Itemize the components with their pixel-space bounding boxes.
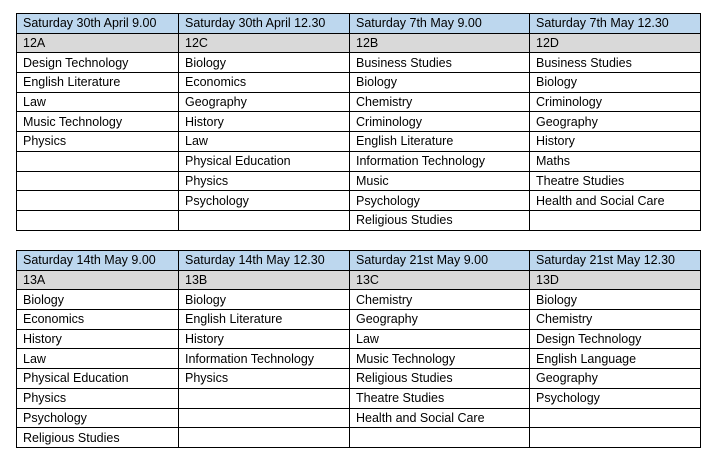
session-date-cell: Saturday 7th May 9.00	[350, 14, 530, 34]
group-header-row	[17, 270, 701, 290]
subject-cell	[179, 210, 350, 230]
subject-cell	[17, 171, 179, 191]
session-date-cell: Saturday 14th May 9.00	[17, 251, 179, 271]
table-row	[17, 310, 701, 330]
exam-group-cell: 13D	[530, 270, 701, 290]
table-row	[17, 191, 701, 211]
subject-cell: Criminology	[350, 112, 530, 132]
subject-cell: Chemistry	[530, 310, 701, 330]
subject-cell: Law	[17, 349, 179, 369]
subject-cell: Health and Social Care	[350, 408, 530, 428]
table-row	[17, 151, 701, 171]
subject-cell: Information Technology	[350, 151, 530, 171]
table-row	[17, 329, 701, 349]
subject-cell: Economics	[179, 73, 350, 93]
subject-cell	[350, 428, 530, 448]
subject-cell: Physical Education	[179, 151, 350, 171]
subject-cell	[530, 210, 701, 230]
subject-cell: English Literature	[179, 310, 350, 330]
session-date-cell: Saturday 14th May 12.30	[179, 251, 350, 271]
subject-cell	[530, 408, 701, 428]
exam-schedule-table-year-13	[16, 250, 701, 448]
subject-cell: Theatre Studies	[350, 388, 530, 408]
subject-cell: English Literature	[350, 132, 530, 152]
subject-cell: Design Technology	[17, 53, 179, 73]
date-header-row	[17, 14, 701, 34]
subject-cell	[17, 151, 179, 171]
table-row	[17, 53, 701, 73]
session-date-cell: Saturday 30th April 9.00	[17, 14, 179, 34]
subject-cell	[530, 428, 701, 448]
table-row	[17, 388, 701, 408]
subject-cell: Criminology	[530, 92, 701, 112]
table-row	[17, 132, 701, 152]
subject-cell: Biology	[350, 73, 530, 93]
subject-cell: Law	[179, 132, 350, 152]
subject-cell: Biology	[530, 73, 701, 93]
table-row	[17, 408, 701, 428]
subject-cell: Business Studies	[350, 53, 530, 73]
session-date-cell: Saturday 7th May 12.30	[530, 14, 701, 34]
subject-cell: English Language	[530, 349, 701, 369]
subject-cell: Geography	[530, 112, 701, 132]
subject-cell: Geography	[530, 369, 701, 389]
table-row	[17, 210, 701, 230]
subject-cell: Chemistry	[350, 290, 530, 310]
subject-cell: History	[179, 329, 350, 349]
subject-cell: Health and Social Care	[530, 191, 701, 211]
subject-cell: Physics	[179, 171, 350, 191]
session-date-cell: Saturday 30th April 12.30	[179, 14, 350, 34]
subject-cell: Geography	[350, 310, 530, 330]
subject-cell: Biology	[179, 290, 350, 310]
exam-group-cell: 13C	[350, 270, 530, 290]
table-row	[17, 428, 701, 448]
subject-cell: Law	[350, 329, 530, 349]
subject-cell: Physics	[17, 388, 179, 408]
subject-cell: History	[179, 112, 350, 132]
subject-cell: Psychology	[350, 191, 530, 211]
subject-cell	[179, 428, 350, 448]
subject-cell: Psychology	[179, 191, 350, 211]
subject-cell: Information Technology	[179, 349, 350, 369]
group-header-row	[17, 33, 701, 53]
subject-cell	[179, 408, 350, 428]
subject-cell	[179, 388, 350, 408]
subject-cell: Geography	[179, 92, 350, 112]
subject-cell	[17, 191, 179, 211]
exam-group-cell: 12C	[179, 33, 350, 53]
table-row	[17, 349, 701, 369]
subject-cell: Biology	[17, 290, 179, 310]
exam-group-cell: 13A	[17, 270, 179, 290]
subject-cell: Biology	[179, 53, 350, 73]
subject-cell: Psychology	[17, 408, 179, 428]
subject-cell: Music Technology	[350, 349, 530, 369]
table-row	[17, 112, 701, 132]
subject-cell: Theatre Studies	[530, 171, 701, 191]
subject-cell: Music	[350, 171, 530, 191]
subject-cell: History	[530, 132, 701, 152]
date-header-row	[17, 251, 701, 271]
subject-cell: Physics	[17, 132, 179, 152]
subject-cell: History	[17, 329, 179, 349]
session-date-cell: Saturday 21st May 9.00	[350, 251, 530, 271]
exam-group-cell: 12B	[350, 33, 530, 53]
subject-cell: Design Technology	[530, 329, 701, 349]
session-date-cell: Saturday 21st May 12.30	[530, 251, 701, 271]
table-row	[17, 73, 701, 93]
subject-cell: Physical Education	[17, 369, 179, 389]
subject-cell: Chemistry	[350, 92, 530, 112]
exam-group-cell: 12A	[17, 33, 179, 53]
exam-group-cell: 13B	[179, 270, 350, 290]
exam-schedule-table-year-12	[16, 13, 701, 231]
table-row	[17, 171, 701, 191]
subject-cell: Economics	[17, 310, 179, 330]
subject-cell: Music Technology	[17, 112, 179, 132]
subject-cell: English Literature	[17, 73, 179, 93]
subject-cell: Biology	[530, 290, 701, 310]
subject-cell: Psychology	[530, 388, 701, 408]
table-row	[17, 290, 701, 310]
subject-cell: Religious Studies	[350, 210, 530, 230]
subject-cell: Religious Studies	[17, 428, 179, 448]
subject-cell: Religious Studies	[350, 369, 530, 389]
exam-group-cell: 12D	[530, 33, 701, 53]
subject-cell: Physics	[179, 369, 350, 389]
subject-cell: Law	[17, 92, 179, 112]
table-row	[17, 92, 701, 112]
subject-cell: Maths	[530, 151, 701, 171]
subject-cell	[17, 210, 179, 230]
table-row	[17, 369, 701, 389]
subject-cell: Business Studies	[530, 53, 701, 73]
